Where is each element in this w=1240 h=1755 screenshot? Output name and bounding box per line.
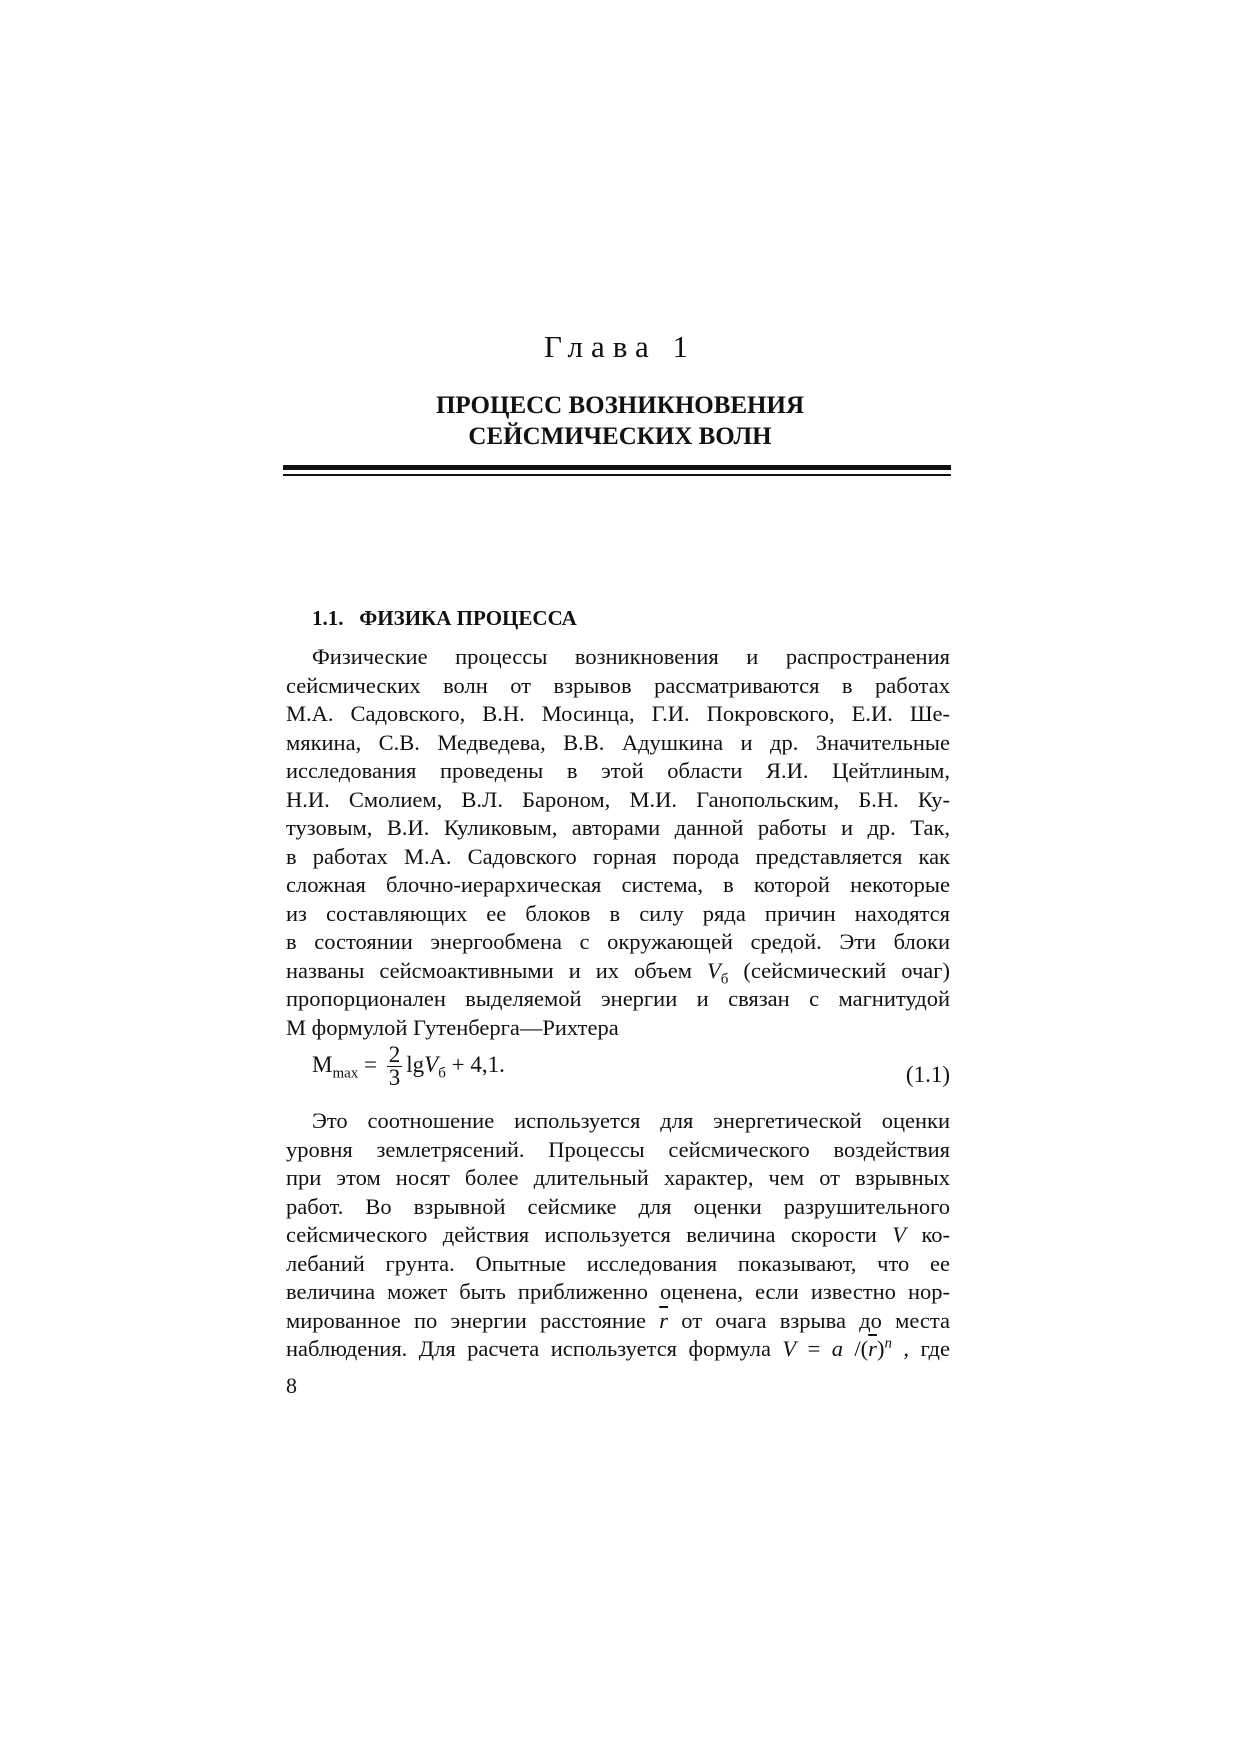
- chapter-rule-thick: [283, 465, 951, 470]
- text-line: работ. Во взрывной сейсмике для оценки разрушительного: [286, 1193, 950, 1219]
- text-line: сложная блочно-иерархическая система, в которой некоторые: [286, 872, 950, 897]
- chapter-rule-thin: [283, 474, 951, 476]
- text-line: пропорционален выделяемой энергии и связан с магнитудой: [286, 986, 950, 1011]
- text-fragment: от очага взрыва до места: [668, 1307, 950, 1333]
- equation-number: (1.1): [905, 1062, 950, 1087]
- text-fragment: сейсмического действия используется величина скорости: [286, 1222, 893, 1247]
- formula-tail: + 4,1.: [445, 1051, 505, 1077]
- text-line: мякина, С.В. Медведева, В.В. Адушкина и др. Значительные: [286, 729, 950, 755]
- text-line: при этом носят более длительный характер, чем от взрывных: [286, 1165, 950, 1190]
- chapter-title-line-2: СЕЙСМИЧЕСКИХ ВОЛН: [468, 423, 772, 450]
- inline-formula-exponent: n: [884, 1335, 892, 1352]
- text-fragment: мированное по энергии расстояние: [286, 1307, 660, 1333]
- text-line: [286, 1307, 950, 1336]
- text-line: исследования проведены в этой области Я.И. Цейтлиным,: [286, 758, 950, 783]
- text-fragment: , где: [891, 1336, 950, 1361]
- text-line: Н.И. Смолием, В.Л. Бароном, М.И. Ганопольским, Б.Н. Ку-: [286, 786, 950, 812]
- inline-formula-close: ): [876, 1336, 885, 1361]
- text-line: [286, 1221, 950, 1250]
- text-line: [286, 1335, 950, 1364]
- text-line: в работах М.А. Садовского горная порода представляется как: [286, 843, 950, 869]
- text-line: лебаний грунта. Опытные исследования показывают, что ее: [286, 1250, 950, 1276]
- text-line: М формулой Гутенберга—Рихтера: [286, 1014, 619, 1040]
- text-line: Физические процессы возникновения и распространения: [312, 644, 950, 669]
- text-fragment: ко-: [906, 1222, 950, 1247]
- velocity-variable: V: [892, 1222, 907, 1247]
- text-fragment: наблюдения. Для расчета используется формула: [286, 1336, 783, 1361]
- fraction-numerator: 2: [388, 1042, 401, 1067]
- section-title: ФИЗИКА ПРОЦЕССА: [359, 606, 577, 630]
- volume-subscript: б: [720, 971, 729, 987]
- fraction-denominator: 3: [388, 1065, 401, 1090]
- chapter-label: Глава 1: [543, 329, 697, 364]
- text-fragment: названы сейсмоактивными и их объем: [286, 957, 708, 983]
- text-line: тузовым, В.И. Куликовым, авторами данной работы и др. Так,: [286, 815, 950, 840]
- chapter-title: [286, 390, 954, 452]
- distance-variable: $\overline{r}$: [659, 1307, 668, 1333]
- formula-fraction: [387, 1044, 403, 1089]
- inline-formula-eq: =: [796, 1336, 832, 1361]
- inline-formula-r: $\overline{r}$: [868, 1336, 877, 1361]
- chapter-title-line-1: ПРОЦЕСС ВОЗНИКНОВЕНИЯ: [435, 392, 805, 419]
- text-line: величина может быть приближенно оценена, если известно нор-: [286, 1279, 950, 1304]
- volume-variable: V: [707, 957, 721, 983]
- text-fragment: (сейсмический очаг): [728, 957, 950, 983]
- formula-equals: =: [358, 1051, 383, 1077]
- paragraph-1: [286, 643, 950, 1042]
- section-number: 1.1.: [312, 606, 344, 630]
- inline-formula-v: V: [782, 1336, 797, 1361]
- formula-lhs: M: [312, 1051, 333, 1077]
- inline-formula-open: /(: [842, 1336, 869, 1361]
- inline-formula-a: a: [831, 1336, 843, 1361]
- text-line: сейсмических волн от взрывов рассматриваются в работах: [286, 672, 950, 698]
- text-line: в состоянии энергообмена с окружающей средой. Эти блоки: [286, 929, 950, 954]
- page-number: 8: [286, 1373, 297, 1398]
- formula-1-1: [312, 1044, 950, 1104]
- formula-function: lg: [406, 1051, 425, 1077]
- text-line: Это соотношение используется для энергетической оценки: [312, 1108, 950, 1133]
- formula-variable: V: [424, 1051, 439, 1077]
- text-line: [286, 957, 950, 986]
- section-heading: [312, 605, 577, 631]
- formula-variable-sub: б: [438, 1065, 446, 1082]
- text-line: из составляющих ее блоков в силу ряда причин находятся: [286, 900, 950, 926]
- formula-lhs-sub: max: [332, 1065, 359, 1082]
- text-line: уровня землетрясений. Процессы сейсмического воздействия: [286, 1136, 950, 1162]
- text-line: М.А. Садовского, В.Н. Мосинца, Г.И. Покровского, Е.И. Ше-: [286, 701, 950, 726]
- paragraph-2: [286, 1107, 950, 1364]
- formula-expression: [312, 1044, 505, 1089]
